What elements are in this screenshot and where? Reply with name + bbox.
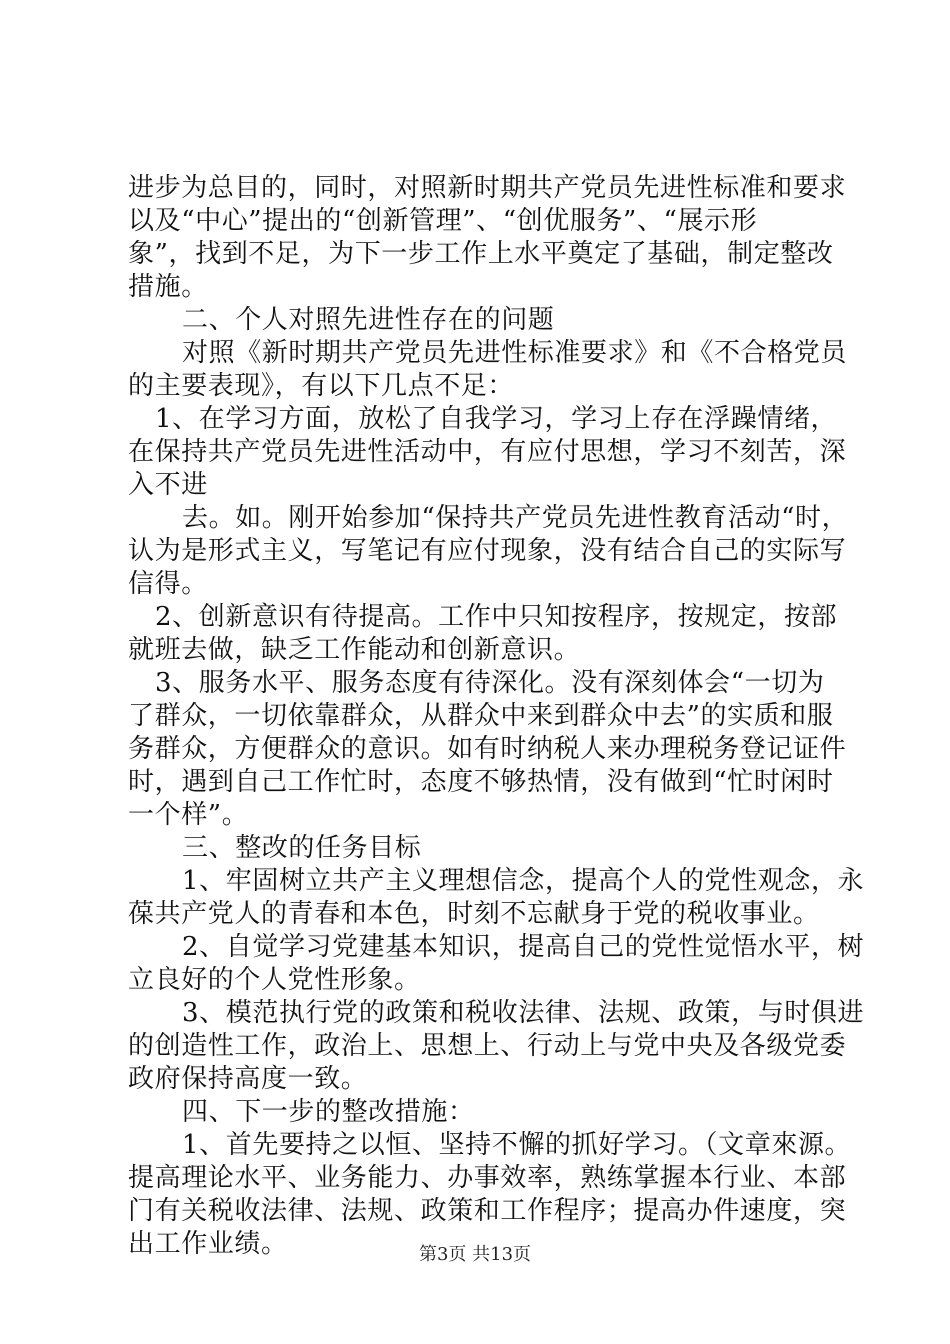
- text-line: 的主要表现》，有以下几点不足：: [128, 371, 515, 401]
- text-line: 葆共产党人的青春和本色，时刻不忘献身于党的税收事业。: [128, 899, 820, 929]
- text-line: 进步为总目的，同时，对照新时期共产党员先进性标准和要求: [128, 173, 847, 203]
- text-line: 入不进: [128, 470, 208, 500]
- page-footer: 第3页 共13页: [418, 1244, 532, 1265]
- text-line: 了群众，一切依靠群众，从群众中来到群众中去”的实质和服: [128, 701, 834, 731]
- text-line: 去。如。刚开始参加“保持共产党员先进性教育活动“时，: [182, 503, 849, 533]
- text-line: 信得。: [128, 569, 208, 599]
- text-line: 二、个人对照先进性存在的问题: [182, 305, 555, 335]
- text-line: 四、下一步的整改措施：: [182, 1097, 475, 1127]
- text-line: 1、在学习方面，放松了自我学习，学习上存在浮躁情绪，: [155, 404, 838, 434]
- document-body: [128, 172, 865, 1261]
- text-line: 措施。: [128, 272, 208, 302]
- text-line: 以及“中心”提出的“创新管理”、“创优服务”、“展示形: [128, 206, 758, 236]
- text-line: 的创造性工作，政治上、思想上、行动上与党中央及各级党委: [128, 1031, 847, 1061]
- text-line: 时，遇到自己工作忙时，态度不够热情，没有做到“忙时闲时: [128, 767, 834, 797]
- text-line: 象”，找到不足，为下一步工作上水平奠定了基础，制定整改: [128, 239, 834, 269]
- text-line: 门有关税收法律、法规、政策和工作程序；提高办件速度，突: [128, 1196, 847, 1226]
- text-line: 三、整改的任务目标: [182, 833, 422, 863]
- text-line: 1、首先要持之以恒、坚持不懈的抓好学习。（文章來源。: [182, 1130, 852, 1160]
- text-line: 就班去做，缺乏工作能动和创新意识。: [128, 635, 581, 665]
- text-line: 认为是形式主义，写笔记有应付现象，没有结合自己的实际写: [128, 536, 847, 566]
- text-line: 2、创新意识有待提高。工作中只知按程序，按规定，按部: [155, 602, 838, 632]
- text-line: 提高理论水平、业务能力、办事效率，熟练掌握本行业、本部: [128, 1163, 847, 1193]
- text-line: 3、模范执行党的政策和税收法律、法规、政策，与时俱进: [182, 998, 865, 1028]
- text-line: 出工作业绩。: [128, 1229, 288, 1259]
- text-line: 立良好的个人党性形象。: [128, 965, 421, 995]
- text-line: 政府保持高度一致。: [128, 1064, 368, 1094]
- text-line: 一个样”。: [128, 800, 249, 830]
- text-line: 对照《新时期共产党员先进性标准要求》和《不合格党员: [182, 338, 848, 368]
- text-line: 3、服务水平、服务态度有待深化。没有深刻体会“一切为: [155, 668, 825, 698]
- text-line: 务群众，方便群众的意识。如有时纳税人来办理税务登记证件: [128, 734, 847, 764]
- text-line: 2、自觉学习党建基本知识，提高自己的党性觉悟水平，树: [182, 932, 865, 962]
- text-line: 在保持共产党员先进性活动中，有应付思想，学习不刻苦，深: [128, 437, 847, 467]
- text-line: 1、牢固树立共产主义理想信念，提高个人的党性观念，永: [182, 866, 865, 896]
